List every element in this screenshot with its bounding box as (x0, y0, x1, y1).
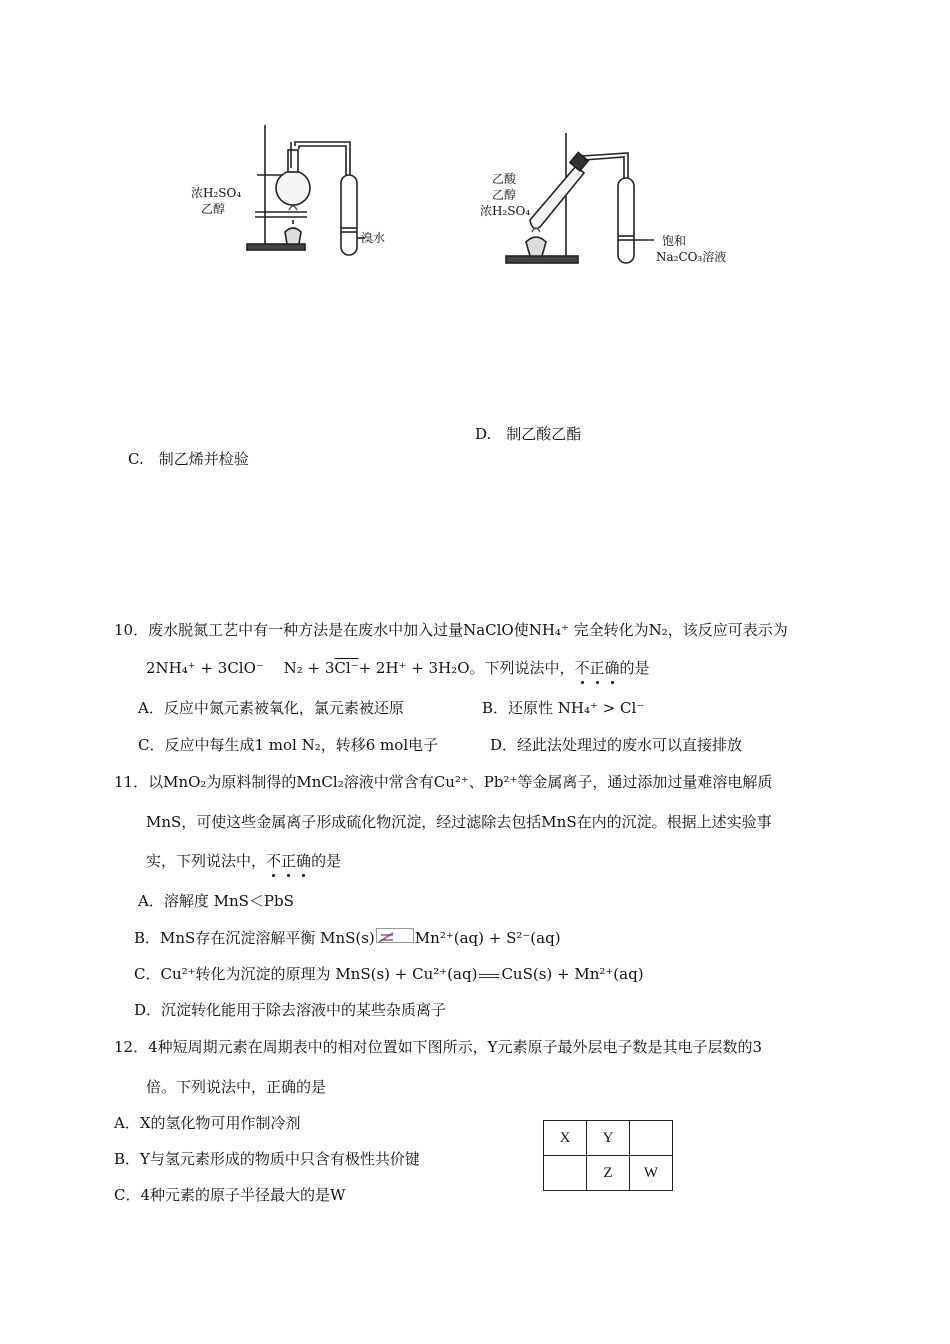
label-ethanol-right: 乙醇 (492, 188, 517, 202)
label-acetic-acid: 乙酸 (492, 172, 517, 186)
figure-ester-apparatus (478, 128, 727, 273)
q12-option-a: A．X的氢化物可用作制冷剂 (114, 1114, 301, 1132)
table-cell: W (630, 1156, 673, 1191)
q10-equation (146, 658, 650, 678)
table-row (544, 1156, 673, 1191)
q11-stem-line1: 11．以MnO₂为原料制得的MnCl₂溶液中常含有Cu²⁺、Pb²⁺等金属离子，通过添加过量难溶电解质 (114, 773, 773, 791)
q10-eq-end: 的是 (619, 659, 650, 677)
q10-option-d: D．经此法处理过的废水可以直接排放 (490, 736, 743, 754)
periodic-table-fragment (543, 1120, 673, 1191)
table-cell (544, 1156, 587, 1191)
q11-option-a: A．溶解度 MnS＜PbS (138, 892, 294, 910)
q11-emphasis (266, 852, 311, 870)
emph-char: 不 (266, 852, 282, 870)
q11-stem-line3 (146, 851, 341, 871)
q10-option-b: B．还原性 NH₄⁺ > Cl⁻ (482, 699, 645, 717)
table-cell (630, 1121, 673, 1156)
label-bromine-water: 溴水 (361, 231, 386, 245)
q10-eq-part1: 2NH₄⁺ + 3ClO⁻ N₂ + 3 (146, 659, 335, 677)
q11-option-b-pre: B．MnS存在沉淀溶解平衡 MnS(s) (134, 929, 375, 947)
q10-eq-cl: Cl⁻ (334, 659, 359, 677)
label-conc-h2so4: 浓H₂SO₄ (191, 186, 242, 200)
table-cell: X (544, 1121, 587, 1156)
q11-option-b-post: Mn²⁺(aq) + S²⁻(aq) (414, 929, 561, 947)
q10-eq-part2: + 2H⁺ + 3H₂O。下列说法中， (358, 659, 575, 677)
q12-option-b: B．Y与氢元素形成的物质中只含有极性共价键 (114, 1150, 420, 1168)
label-saturated: 饱和 (662, 234, 687, 248)
q11-option-b (134, 928, 561, 948)
q11-line3-pre: 实，下列说法中， (146, 852, 267, 870)
q12-option-c: C．4种元素的原子半径最大的是W (114, 1186, 346, 1204)
table-cell: Z (587, 1156, 630, 1191)
q9-option-d: D. 制乙酸乙酯 (475, 425, 582, 443)
q10-eq-emphasis (575, 659, 620, 677)
label-conc-h2so4-right: 浓H₂SO₄ (480, 204, 531, 218)
emph-char: 确 (296, 852, 312, 870)
q11-stem-line2: MnS，可使这些金属离子形成硫化物沉淀，经过滤除去包括MnS在内的沉淀。根据上述实验事 (146, 813, 772, 831)
q10-option-a: A．反应中氮元素被氧化，氯元素被还原 (138, 699, 404, 717)
table-cell: Y (587, 1121, 630, 1156)
q11-option-c-pre: C．Cu²⁺转化为沉淀的原理为 MnS(s) + Cu²⁺(aq) (134, 965, 478, 983)
emph-char: 确 (604, 659, 620, 677)
q9-option-c: C. 制乙烯并检验 (128, 450, 249, 468)
q11-option-d: D．沉淀转化能用于除去溶液中的某些杂质离子 (134, 1001, 447, 1019)
emph-char: 正 (281, 852, 297, 870)
q10-stem-line1: 10．废水脱氮工艺中有一种方法是在废水中加入过量NaClO使NH₄⁺ 完全转化为N₂，该反应可表示为 (114, 621, 788, 639)
q11-line3-end: 的是 (311, 852, 342, 870)
q11-option-c-post: CuS(s) + Mn²⁺(aq) (501, 965, 644, 983)
label-ethanol: 乙醇 (201, 202, 226, 216)
equilibrium-arrow-icon (376, 928, 414, 943)
equals-sign-icon (479, 971, 499, 981)
table-row (544, 1121, 673, 1156)
q12-stem-line2: 倍。下列说法中，正确的是 (146, 1078, 327, 1096)
emph-char: 正 (589, 659, 605, 677)
q11-option-c (134, 964, 644, 984)
q10-option-c: C．反应中每生成1 mol N₂，转移6 mol电子 (138, 736, 439, 754)
emph-char: 不 (574, 659, 590, 677)
figure-ethylene-apparatus (185, 120, 385, 270)
label-na2co3-solution: Na₂CO₃溶液 (656, 250, 727, 264)
q12-stem-line1: 12．4种短周期元素在周期表中的相对位置如下图所示，Y元素原子最外层电子数是其电子层数的3 (114, 1038, 763, 1056)
